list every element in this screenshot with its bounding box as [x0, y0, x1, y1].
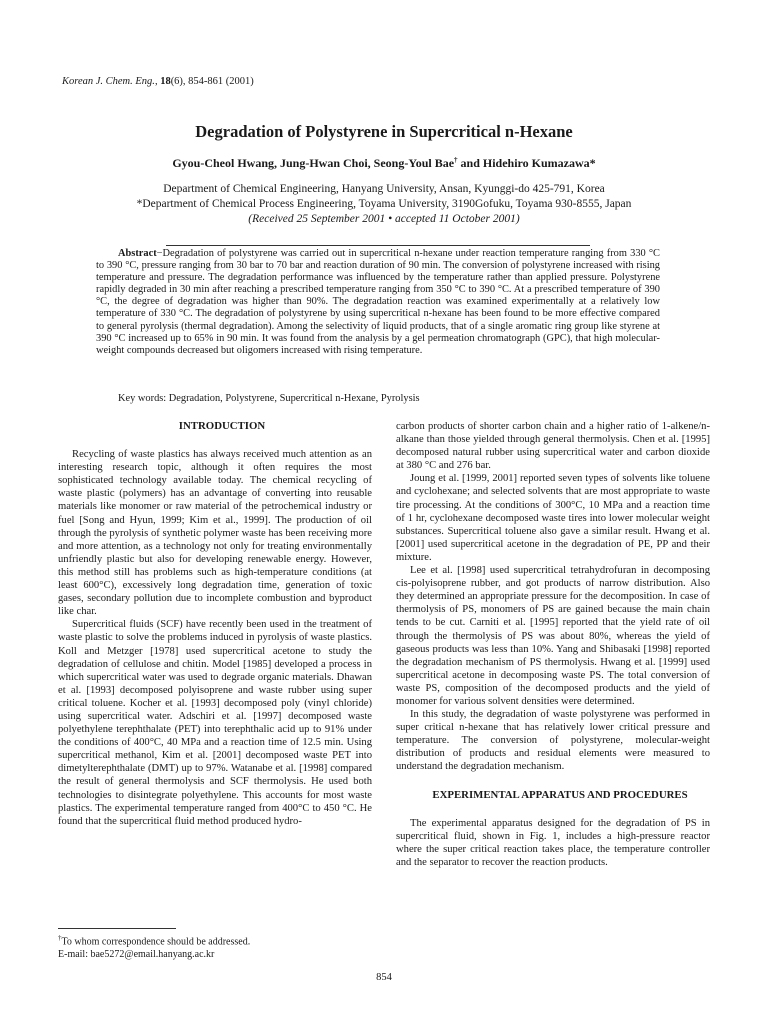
journal-issue-pages: (6), 854-861 (2001) — [170, 76, 254, 87]
abstract — [96, 248, 660, 357]
journal-volume: 18 — [160, 76, 171, 87]
journal-reference: Korean J. Chem. Eng., 18(6), 854-861 (2001) — [62, 76, 254, 87]
abstract-label: Abstract — [118, 248, 157, 259]
right-paragraph-3: Lee et al. [1998] used supercritical tetrahydrofuran in decomposing cis-polyisoprene rubber, and got products of narrow distribution. Also they determined an appropriate pressure for the decomposition. In case of thermolysis of PS, monomers of PS are gained because the main chain tends to be cut. Carniti et al. [1995] reported that the yield rate of oil through the thermolysis of PS was about 80%, whereas the yield of gaseous products was less than 10%. Yang and Shibasaki [1998] reported the degradation mechanism of PS thermolysis. Hwang et al. [1999] used supercritical acetone in decomposing waste PS. The total conversion of waste PS, composition of the decomposed products and the yield of monomer for various solvent densities were determined. — [396, 565, 710, 707]
section-heading-introduction: INTRODUCTION — [178, 420, 266, 432]
footnote-correspondence: To whom correspondence should be addressed. — [61, 936, 251, 948]
keywords: Key words: Degradation, Polystyrene, Supercritical n-Hexane, Pyrolysis — [118, 393, 420, 404]
right-paragraph-1: carbon products of shorter carbon chain and a higher ratio of 1-alkene/n-alkane than those yielded through general thermolysis. Chen et al. [1995] decomposed natural rubber using supercritical water and carbon dioxide at 380 °C and 276 bar. — [396, 421, 710, 472]
received-dates: (Received 25 September 2001 • accepted 11 October 2001) — [248, 213, 520, 225]
abstract-text: −Degradation of polystyrene was carried out in supercritical n-hexane under reaction temperature ranging from 330 °C to 390 °C, pressure ranging from 30 bar to 70 bar and reaction duration of 90 min. The conversion of polystyrene increased with rising temperature and pressure. The degradation performance was influenced by the temperature rather than applied pressure. Polystyrene rapidly degraded in 30 min after reaching a prescribed temperature ranging from 350 °C to 390 °C. At a prescribed temperature of 390 °C, the degree of degradation was higher than 90%. The degradation reaction was examined experimentally at a relatively low temperature of 330 °C. The degradation of polystyrene by using supercritical n-hexane has been found to be more effective compared to general pyrolysis (thermal degradation). Among the selectivity of liquid products, that of a single aromatic ring group like styrene at 390 °C increased up to 65% in 90 min. It was found from the analysis by a gel permeation chromatograph (GPC), that high molecular-weight compounds decreased but oligomers increased with rising temperature. — [96, 248, 660, 356]
left-column — [58, 420, 372, 828]
right-column — [396, 420, 710, 869]
section-heading-experimental: EXPERIMENTAL APPARATUS AND PROCEDURES — [432, 788, 688, 801]
footnote — [58, 932, 372, 961]
abstract-rule — [166, 245, 590, 246]
experimental-paragraph-1: The experimental apparatus designed for the degradation of PS in supercritical fluid, shown in Fig. 1, includes a high-pressure reactor where the super critical reaction takes place, the temperature controller and the separator to recover the reaction products. — [396, 817, 710, 868]
intro-paragraph-2: Supercritical fluids (SCF) have recently been used in the treatment of waste plastic to solve the problems induced in pyrolysis of waste plastics. Koll and Metzger [1978] used supercritical acetone to study the degradation of cellulose and chitin. Model [1985] developed a process in which supercritical water was used to degrade organic materials. Dhawan et al. [1993] decomposed polyisoprene and waste rubber using super critical toluene. Kocher et al. [1993] decomposed poly (vinyl chloride) using supercritical water. Adschiri et al. [1997] decomposed waste polyethylene terephthalate (PET) into terephthalic acid up to 91% under the conditions of 400°C, 40 MPa and a reaction time of 12.5 min. Using supercritical methanol, Kim et al. [2001] decomposed waste PET into dimetylterephthalate (DMT) up to 97%. Watanabe et al. [1998] compared the result of general thermolysis and SCF thermolysis. He used both technologies to disintegrate polyethylene. This accounts for most waste plastics. The experimental temperature ranged from 400°C to 450 °C. He found that the supercritical fluid method produced hydro- — [58, 619, 372, 827]
affiliation-1: Department of Chemical Engineering, Hanyang University, Ansan, Kyunggi-do 425-791, Korea — [163, 183, 605, 195]
author-list — [0, 156, 768, 171]
footnote-rule — [58, 928, 176, 929]
footnote-mark: † — [58, 934, 62, 942]
right-paragraph-4: In this study, the degradation of waste polystyrene was performed in super critical n-hexane that has relatively lower critical pressure and temperature. The conversion of polystyrene, molecular-weight distribution of products and residual elements were measured to understand the degradation mechanism. — [396, 709, 710, 773]
journal-name: Korean J. Chem. Eng. — [62, 76, 155, 87]
affiliation-2: *Department of Chemical Process Engineering, Toyama University, 3190Gofuku, Toyama 930-8555, Japan — [136, 198, 632, 210]
correspondence-mark: † — [454, 156, 458, 164]
footnote-email: E-mail: bae5272@email.hanyang.ac.kr — [58, 948, 215, 960]
author-names: Gyou-Cheol Hwang, Jung-Hwan Choi, Seong-Youl Bae — [172, 156, 455, 170]
author-last: and Hidehiro Kumazawa* — [457, 156, 596, 170]
intro-paragraph-1: Recycling of waste plastics has always received much attention as an interesting research topic, although it often requires the most sophisticated technology available today. The chemical recycling of waste plastic (polymers) has an advantage of converting into reusable materials like monomer or raw material of the petrochemical industry or fuel [Song and Hyun, 1999; Kim et al., 1999]. The production of oil through the pyrolysis of synthetic polymer waste has been receiving more and more attention, as a technology not only for treating environmentally unfriendly plastic but also for developing renewable energy. However, this method still has problems such as high-temperature conditions (at least 600°C), excessively long degradation time, generation of toxic gases, secondary pollution due to incomplete combustion and byproduct like char. — [58, 449, 372, 618]
paper-title: Degradation of Polystyrene in Supercritical n-Hexane — [195, 122, 573, 141]
page-number: 854 — [376, 972, 392, 983]
right-paragraph-2: Joung et al. [1999, 2001] reported seven types of solvents like toluene and cyclohexane; and selected solvents that are most appropriate to waste tire processing. At the conditions of 300°C, 10 MPa and a reaction time of 1 hr, cyclohexane decomposed waste tires into lower molecular weight substances. Supercritical toluene also gave a similar result. Hwang et al. [2001] used supercritical acetone in the degradation of PE, PP and their mixture. — [396, 473, 710, 563]
